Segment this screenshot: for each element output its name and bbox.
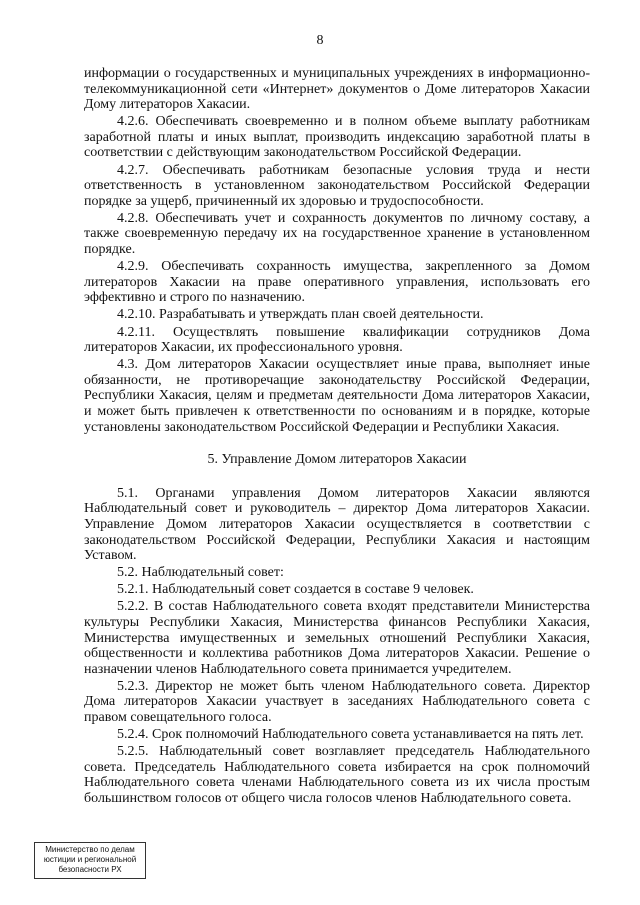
paragraph-4-2-10: 4.2.10. Разрабатывать и утверждать план своей деятельности. (117, 307, 484, 323)
paragraph-5-2-3: 5.2.3. Директор не может быть членом Наблюдательного совета. Директор Дома литераторов Хакасии участвует в заседаниях Наблюдательного совета с правом совещательного голоса. (84, 678, 590, 726)
paragraph-5-2-5: 5.2.5. Наблюдательный совет возглавляет председатель Наблюдательного совета. Председатель Наблюдательного совета избирается на срок полномочий Наблюдательного совета членами Наблюдательного совета из их числа простым большинством голосов от общего числа голосов членов Наблюдательного совета. (84, 744, 590, 807)
paragraph-5-2-2: 5.2.2. В состав Наблюдательного совета входят представители Министерства культуры Республики Хакасия, Министерства финансов Республики Хакасия, Министерства имущественных и земельных отношений Республики Хакасия, общественности и коллектива работников Дома литераторов Хакасии. Решение о назначении членов Наблюдательного совета принимается учредителем. (84, 599, 590, 677)
paragraph-4-2-6: 4.2.6. Обеспечивать своевременно и в полном объеме выплату работникам заработной платы и иных выплат, производить индексацию заработной платы в соответствии с действующим законодательством Российской Федерации. (84, 114, 590, 161)
paragraph-4-2-8: 4.2.8. Обеспечивать учет и сохранность документов по личному составу, а также своевременную передачу их на государственное хранение в установленном порядке. (84, 210, 590, 258)
page-number: 8 (316, 33, 324, 48)
paragraph-continuation: информации о государственных и муниципальных учреждениях в информационно-телекоммуникационной сети «Интернет» документов о Доме литераторов Хакасии Дому литераторов Хакасии. (84, 66, 590, 113)
paragraph-5-2: 5.2. Наблюдательный совет: (117, 565, 284, 581)
ministry-stamp (34, 842, 146, 879)
document-body (84, 66, 590, 808)
paragraph-5-1: 5.1. Органами управления Домом литераторов Хакасии являются Наблюдательный совет и руководитель – директор Дома литераторов Хакасии. Управление Домом литераторов Хакасии осуществляется в соответствии с законодательством Российской Федерации, Республики Хакасия и настоящим Уставом. (84, 485, 590, 564)
stamp-line: безопасности РХ (58, 865, 122, 874)
section-heading: 5. Управление Домом литераторов Хакасии (207, 452, 467, 468)
paragraph-4-2-9: 4.2.9. Обеспечивать сохранность имущества, закрепленного за Домом литераторов Хакасии на праве оперативного управления, использовать его эффективно и строго по назначению. (84, 259, 590, 306)
paragraph-5-2-1: 5.2.1. Наблюдательный совет создается в составе 9 человек. (117, 582, 474, 598)
paragraph-4-2-11: 4.2.11. Осуществлять повышение квалификации сотрудников Дома литераторов Хакасии, их профессионального уровня. (84, 324, 590, 356)
stamp-line: юстиции и региональной (43, 855, 137, 864)
paragraph-4-3: 4.3. Дом литераторов Хакасии осуществляет иные права, выполняет иные обязанности, не противоречащие законодательству Российской Федерации, Республики Хакасия, целям и предметам деятельности Дома литераторов Хакасии, и может быть привлечен к ответственности по основаниям и в порядке, которые установлены законодательством Российской Федерации и Республики Хакасия. (84, 357, 590, 435)
paragraph-5-2-4: 5.2.4. Срок полномочий Наблюдательного совета устанавливается на пять лет. (117, 727, 584, 743)
paragraph-4-2-7: 4.2.7. Обеспечивать работникам безопасные условия труда и нести ответственность в установленном законодательством Российской Федерации порядке за ущерб, причиненный их здоровью и трудоспособности. (84, 162, 590, 209)
stamp-line: Министерство по делам (45, 845, 135, 854)
